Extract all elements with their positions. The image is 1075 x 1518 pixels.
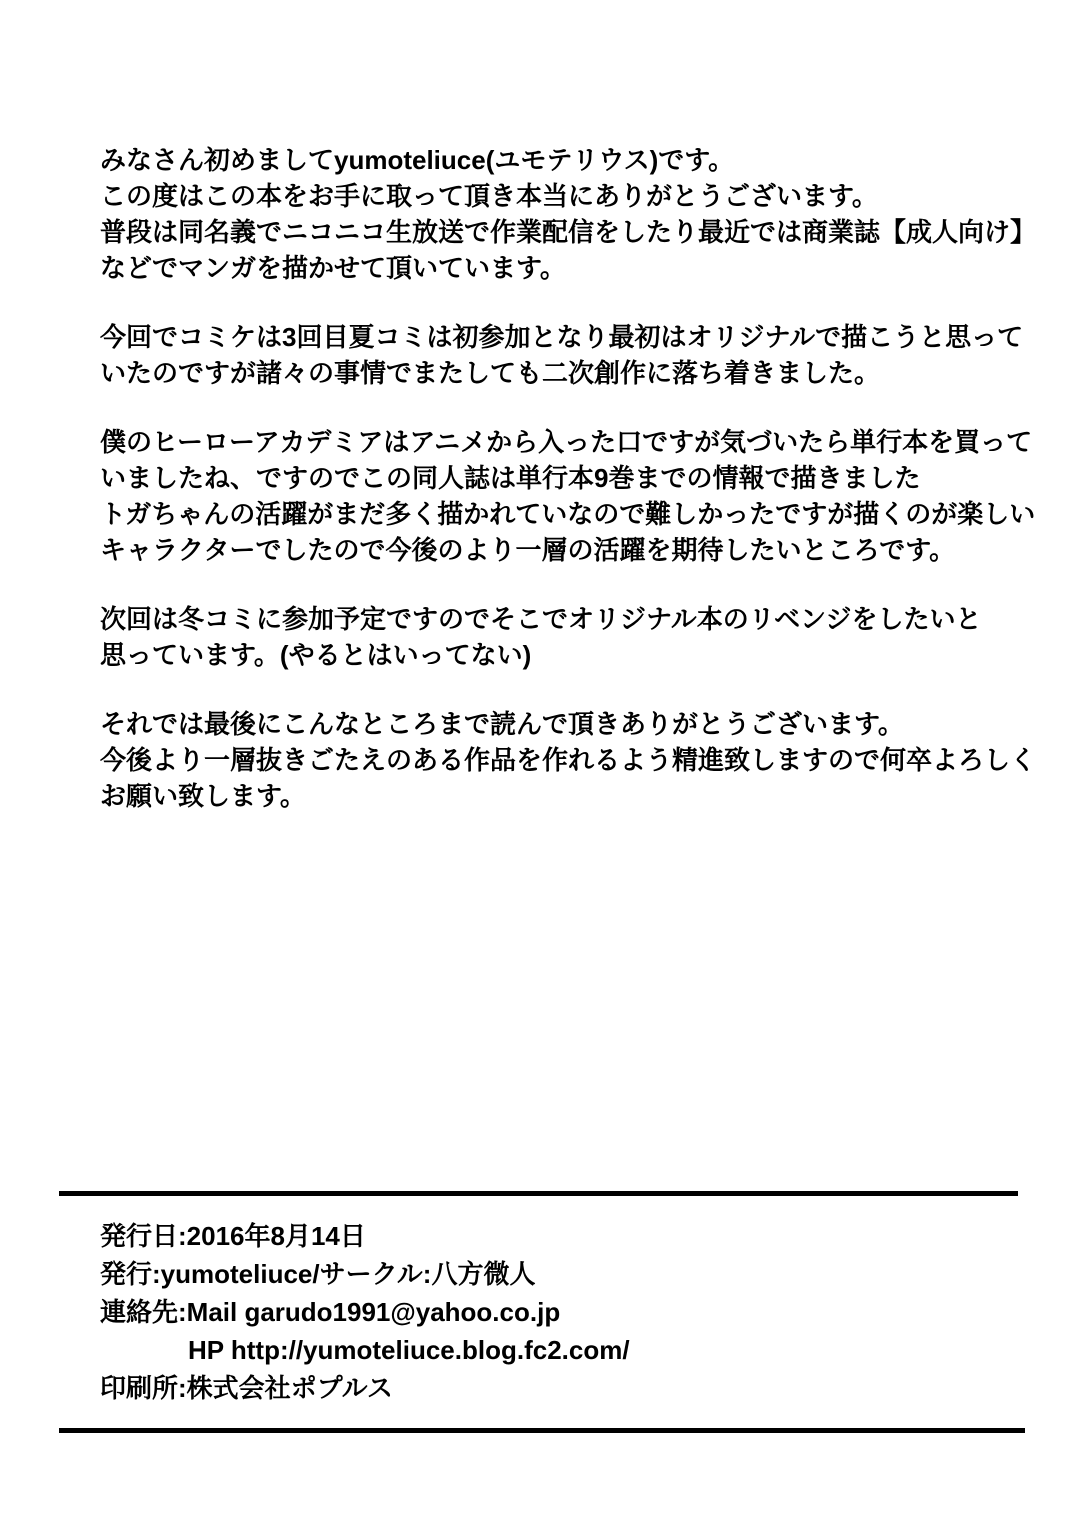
- afterword-line: などでマンガを描かせて頂いています。: [100, 253, 566, 283]
- afterword-text: [100, 142, 1037, 847]
- afterword-line: それでは最後にこんなところまで読んで頂きありがとうございます。: [100, 709, 904, 739]
- afterword-paragraph: [100, 706, 1037, 814]
- colophon-line-publisher-circle: 発行:yumoteliuce/サークル:八方微人: [100, 1259, 536, 1289]
- afterword-line: 今後より一層抜きごたえのある作品を作れるよう精進致しますので何卒よろしく: [100, 745, 1037, 775]
- colophon-line-homepage-url: HP http://yumoteliuce.blog.fc2.com/: [188, 1335, 630, 1365]
- afterword-line: キャラクターでしたので今後のより一層の活躍を期待したいところです。: [100, 535, 956, 565]
- afterword-line: みなさん初めましてyumoteliuce(ユモテリウス)です。: [100, 145, 735, 175]
- afterword-line: 普段は同名義でニコニコ生放送で作業配信をしたり最近では商業誌【成人向け】: [100, 217, 1037, 247]
- afterword-line: いたのですが諸々の事情でまたしても二次創作に落ち着きました。: [100, 358, 881, 388]
- afterword-paragraph: [100, 319, 1030, 391]
- colophon-line-printer: 印刷所:株式会社ポプルス: [100, 1373, 393, 1403]
- afterword-paragraph: [100, 601, 1030, 673]
- afterword-line: いましたね、ですのでこの同人誌は単行本9巻までの情報で描きました: [100, 463, 921, 493]
- afterword-line: 次回は冬コミに参加予定ですのでそこでオリジナル本のリベンジをしたいと: [100, 604, 982, 634]
- afterword-line: トガちゃんの活躍がまだ多く描かれていなので難しかったですが描くのが楽しい: [100, 499, 1036, 529]
- colophon-top-rule: [59, 1191, 1018, 1196]
- afterword-line: 僕のヒーローアカデミアはアニメから入った口ですが気づいたら単行本を買って: [100, 427, 1033, 457]
- colophon-bottom-rule: [59, 1428, 1025, 1433]
- afterword-paragraph: [100, 142, 1037, 286]
- afterword-line: お願い致します。: [100, 781, 306, 811]
- colophon: [100, 1217, 630, 1407]
- afterword-line: 今回でコミケは3回目夏コミは初参加となり最初はオリジナルで描こうと思って: [100, 322, 1024, 352]
- afterword-paragraph: [100, 424, 1036, 568]
- afterword-line: この度はこの本をお手に取って頂き本当にありがとうございます。: [100, 181, 878, 211]
- colophon-line-contact-email: 連絡先:Mail garudo1991@yahoo.co.jp: [100, 1297, 561, 1327]
- afterword-line: 思っています。(やるとはいってない): [100, 640, 532, 670]
- colophon-line-publication-date: 発行日:2016年8月14日: [100, 1221, 366, 1251]
